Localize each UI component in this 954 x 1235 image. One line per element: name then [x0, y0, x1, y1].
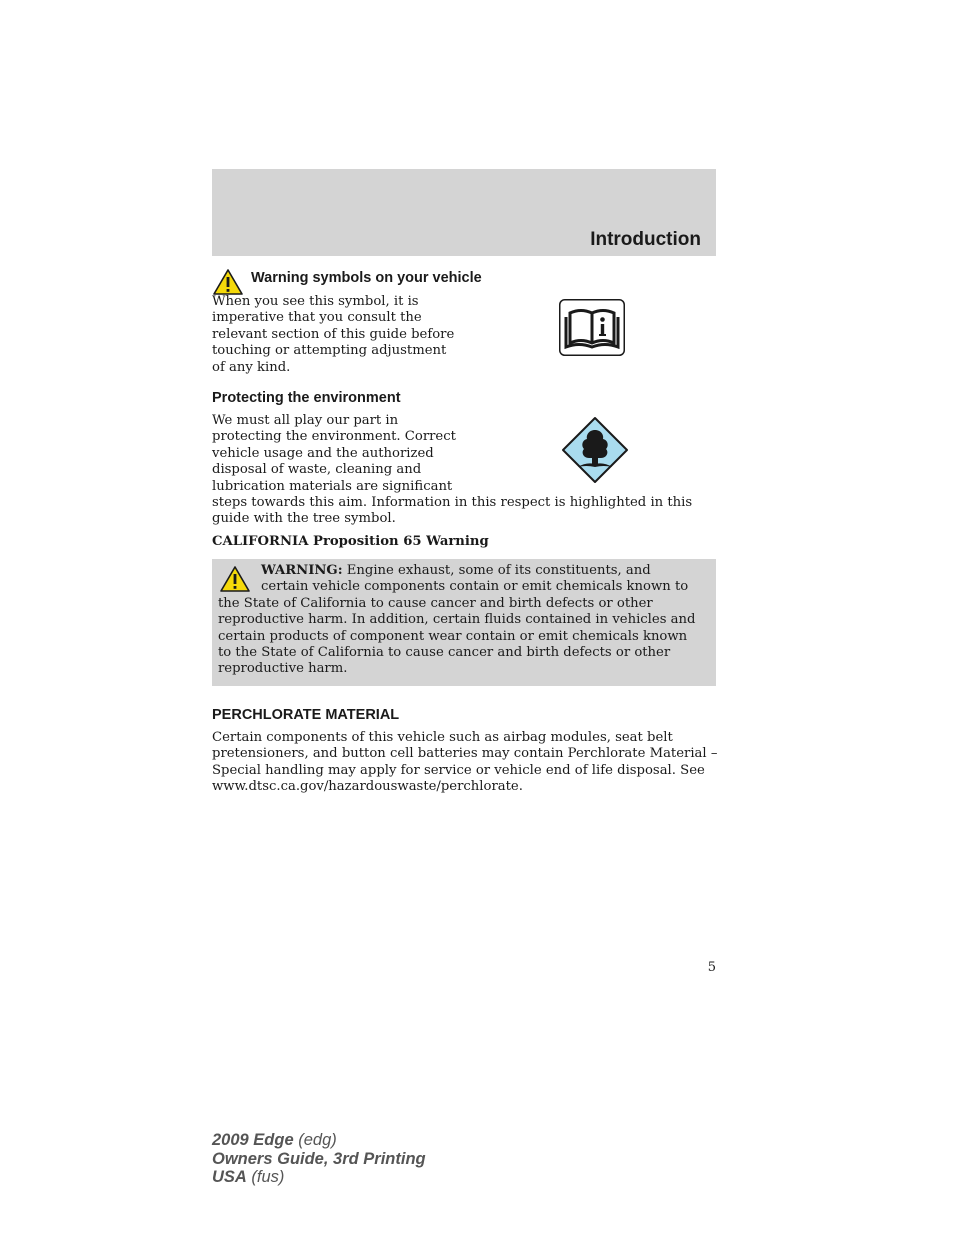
footer-line-market: [212, 1168, 426, 1187]
perchlorate-paragraph: [212, 730, 717, 796]
paragraph-line: protecting the environment. Correct: [212, 429, 456, 445]
footer-model: 2009 Edge: [212, 1131, 294, 1149]
paragraph-line: reproductive harm. In addition, certain fluids contained in vehicles and: [218, 612, 696, 628]
paragraph-line: Certain components of this vehicle such as airbag modules, seat belt: [212, 730, 673, 745]
paragraph-line: certain products of component wear contain or emit chemicals known: [218, 628, 688, 644]
footer-market: USA: [212, 1168, 247, 1186]
paragraph-line: guide with the tree symbol.: [212, 511, 396, 527]
paragraph-line: pretensioners, and button cell batteries may contain Perchlorate Material –: [212, 746, 718, 762]
paragraph-line: touching or attempting adjustment: [212, 343, 447, 359]
warning-box: [212, 559, 716, 686]
warning-triangle-icon: [212, 268, 244, 296]
paragraph-line: reproductive harm.: [218, 661, 348, 677]
paragraph-line: www.dtsc.ca.gov/hazardouswaste/perchlorate.: [212, 779, 523, 795]
warning-line-text: Engine exhaust, some of its constituents, and: [342, 563, 651, 578]
paragraph-line: steps towards this aim. Information in this respect is highlighted in this: [212, 495, 693, 511]
paragraph-line: certain vehicle components contain or emit chemicals known to: [261, 579, 689, 595]
paragraph-line: disposal of waste, cleaning and: [212, 462, 422, 478]
paragraph-line: vehicle usage and the authorized: [212, 445, 434, 461]
paragraph-line: imperative that you consult the: [212, 310, 422, 326]
warning-symbols-paragraph: [212, 294, 454, 376]
footer-model-code: (edg): [293, 1131, 337, 1149]
section-title: Introduction: [590, 229, 701, 250]
california-heading: CALIFORNIA Proposition 65 Warning: [212, 534, 489, 549]
paragraph-line: relevant section of this guide before: [212, 326, 455, 342]
perchlorate-heading: PERCHLORATE MATERIAL: [212, 707, 400, 723]
paragraph-line: We must all play our part in: [212, 413, 399, 428]
paragraph-line: When you see this symbol, it is: [212, 294, 419, 309]
environment-heading: Protecting the environment: [212, 390, 401, 406]
paragraph-line: of any kind.: [212, 359, 291, 375]
warning-symbols-heading: Warning symbols on your vehicle: [251, 270, 482, 286]
footer-line-model: [212, 1131, 426, 1150]
warning-text: [218, 563, 695, 678]
paragraph-line: Special handling may apply for service or vehicle end of life disposal. See: [212, 762, 705, 778]
paragraph-line: the State of California to cause cancer and birth defects or other: [218, 595, 653, 611]
section-header-band: [212, 169, 716, 256]
page-number: 5: [707, 960, 716, 975]
paragraph-line: to the State of California to cause cancer and birth defects or other: [218, 645, 671, 661]
paragraph-line: lubrication materials are significant: [212, 478, 453, 494]
owner-guide-info-icon: [559, 299, 625, 356]
warning-label: WARNING:: [261, 563, 343, 578]
footer-market-code: (fus): [246, 1168, 285, 1186]
footer-guide-edition: Owners Guide, 3rd Printing: [212, 1149, 426, 1168]
document-footer: [212, 1131, 426, 1187]
tree-symbol-icon: [561, 416, 629, 484]
warning-first-line: [218, 563, 695, 579]
